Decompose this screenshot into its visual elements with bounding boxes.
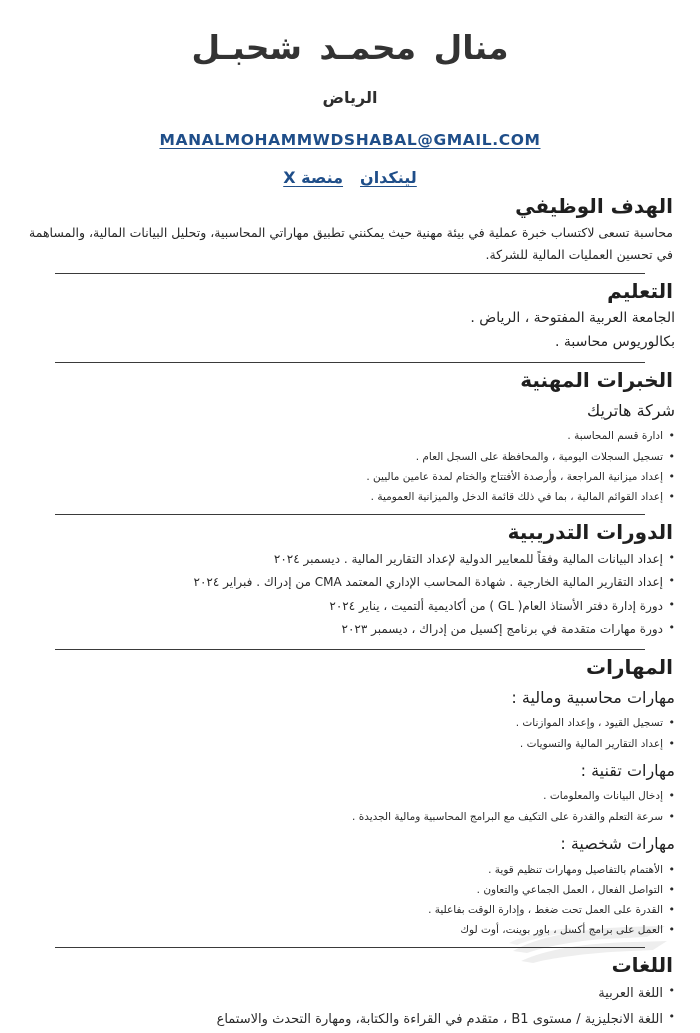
objective-text: محاسبة تسعى لاكتساب خبرة عملية في بيئة مهنية حيث يمكنني تطبيق مهاراتي المحاسبية، وتحليل البيانات المالية، والمساهمة في تحسين العمليات المالية للشركة. — [29, 225, 673, 263]
section-skills — [25, 649, 675, 941]
email-link[interactable]: MANALMOHAMMWDSHABAL@GMAIL.COM — [159, 131, 541, 150]
skills-group-financial — [25, 684, 675, 754]
skills-group-label: مهارات تقنية : — [580, 760, 675, 780]
list-item: • إدخال البيانات والمعلومات . — [25, 786, 675, 806]
list-item: • القدرة على العمل تحت ضغط ، وإدارة الوقت بفاعلية . — [25, 900, 675, 920]
location-text: الرياض — [322, 88, 378, 108]
list-item: • إعداد القوائم المالية ، بما في ذلك قائمة الدخل والميزانية العمومية . — [25, 487, 675, 507]
list-item: • التواصل الفعال ، العمل الجماعي والتعاون . — [25, 880, 675, 900]
list-item: • إعداد التقارير المالية والتسويات . — [25, 734, 675, 754]
skills-bullet-list — [25, 786, 675, 826]
cv-header — [25, 0, 675, 187]
training-bullet-list — [25, 548, 675, 642]
divider-experience — [55, 362, 645, 363]
social-links — [25, 168, 675, 187]
education-degree: بكالوريوس محاسبة . — [555, 333, 675, 350]
section-title-experience: الخبرات المهنية — [520, 367, 673, 392]
x-platform-link[interactable]: منصة X — [283, 168, 344, 188]
skills-group-label: مهارات شخصية : — [560, 833, 675, 853]
divider-skills — [55, 649, 645, 650]
section-objective — [25, 187, 675, 266]
skills-bullet-list — [25, 713, 675, 753]
list-item: • إعداد التقارير المالية الخارجية . شهادة المحاسب الإداري المعتمد CMA من إدراك . فبراير ٢٠٢٤ — [25, 571, 675, 594]
skills-bullet-list — [25, 860, 675, 941]
section-title-training: الدورات التدريبية — [507, 520, 673, 545]
list-item: • تسجيل السجلات اليومية ، والمحافظة على السجل العام . — [25, 447, 675, 467]
experience-company: شركة هاتريك — [586, 400, 675, 420]
skills-group-personal — [25, 830, 675, 940]
linkedin-link[interactable]: لينكدان — [360, 168, 417, 188]
list-item: • تسجيل القيود ، وإعداد الموازنات . — [25, 713, 675, 733]
list-item: • دورة إدارة دفتر الأستاذ العام( GL ) من أكاديمية ألتميت ، يناير ٢٠٢٤ — [25, 595, 675, 618]
list-item: • الأهتمام بالتفاصيل ومهارات تنظيم قوية . — [25, 860, 675, 880]
list-item: • اللغة الانجليزية / مستوى B1 ، متقدم في القراءة والكتابة، ومهارة التحدث والاستماع — [25, 1007, 675, 1033]
divider-education — [55, 273, 645, 274]
list-item: • سرعة التعلم والقدرة على التكيف مع البرامج المحاسبية ومالية الجديدة . — [25, 807, 675, 827]
divider-languages — [55, 947, 645, 948]
section-title-languages: اللغات — [611, 953, 673, 978]
list-item: • دورة مهارات متقدمة في برنامج إكسيل من إدراك ، ديسمبر ٢٠٢٣ — [25, 618, 675, 641]
education-institution: الجامعة العربية المفتوحة ، الرياض . — [470, 310, 675, 326]
divider-training — [55, 514, 645, 515]
section-languages — [25, 947, 675, 1033]
skills-group-label: مهارات محاسبية ومالية : — [511, 687, 675, 707]
list-item: • اللغة العربية — [25, 981, 675, 1007]
section-experience — [25, 362, 675, 507]
list-item: • إعداد البيانات المالية وفقاً للمعايير الدولية لإعداد التقارير المالية . ديسمبر ٢٠٢٤ — [25, 548, 675, 571]
experience-bullet-list — [25, 426, 675, 507]
page-title: منال محمـد شحبـل — [191, 28, 509, 67]
languages-bullet-list — [25, 981, 675, 1033]
section-title-education: التعليم — [607, 279, 673, 303]
skills-group-technical — [25, 757, 675, 827]
section-education — [25, 273, 675, 355]
section-title-skills: المهارات — [586, 654, 673, 679]
section-title-objective: الهدف الوظيفي — [515, 194, 673, 219]
list-item: • ادارة قسم المحاسبة . — [25, 426, 675, 446]
section-training — [25, 514, 675, 642]
list-item: • إعداد ميزانية المراجعة ، وأرصدة الأفتتاح والختام لمدة عامين ماليين . — [25, 467, 675, 487]
list-item: • العمل على برامج أكسل ، باور بوينت، أوت لوك — [25, 920, 675, 940]
